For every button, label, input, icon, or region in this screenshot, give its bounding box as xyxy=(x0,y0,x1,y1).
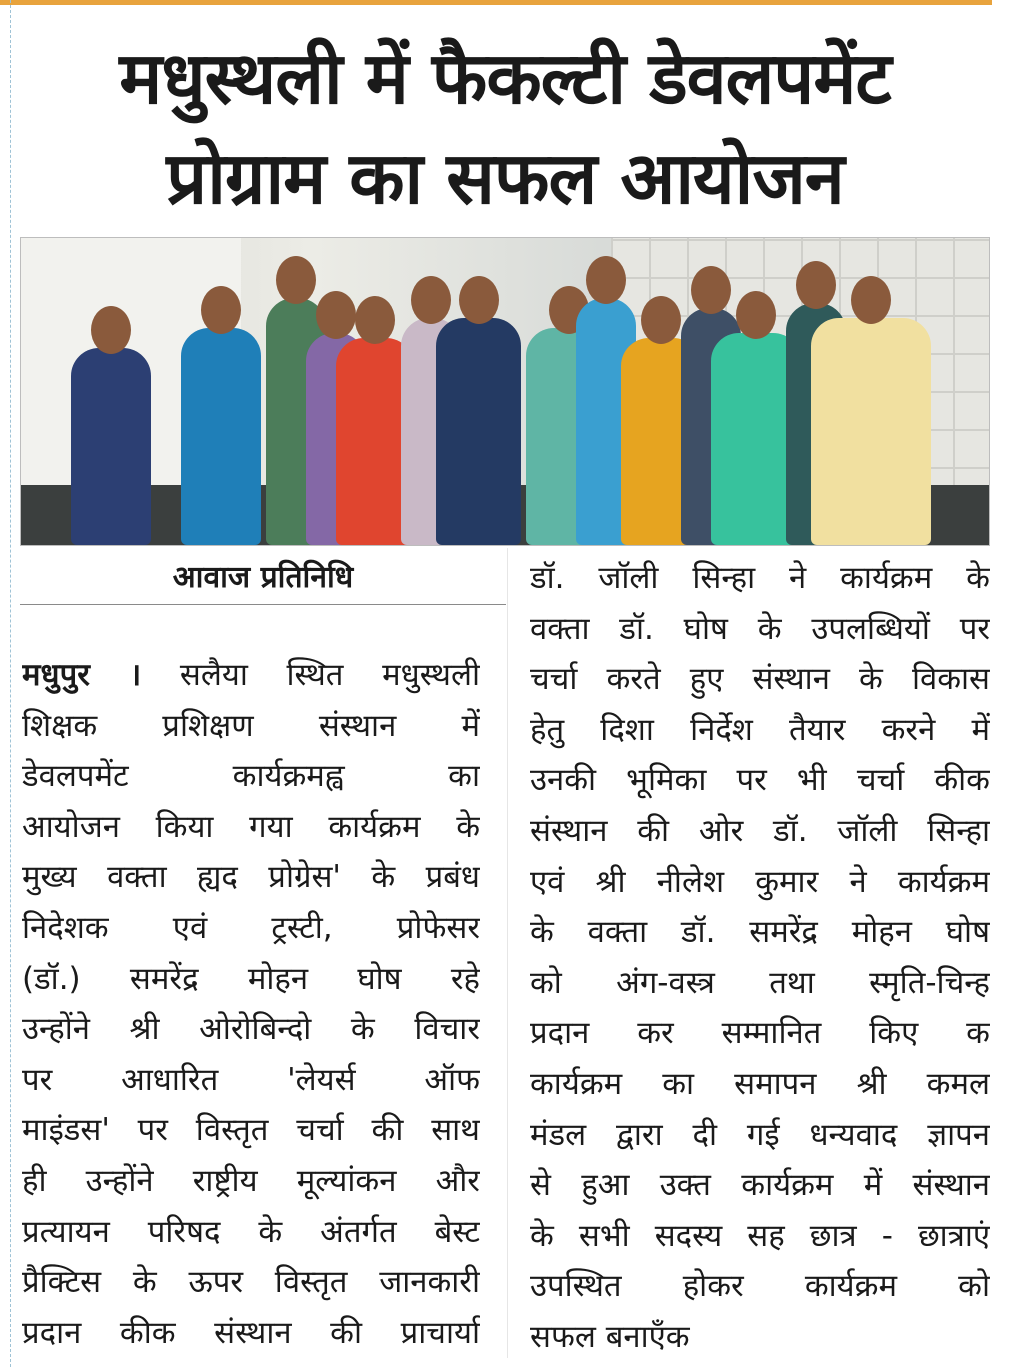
article-line: सफल बनाएँक xyxy=(530,1318,690,1355)
article-line: के सभी सदस्य सह छात्र - छात्राएं xyxy=(530,1217,990,1254)
article-line: संस्थान की ओर डॉ. जॉली सिन्हा xyxy=(530,812,990,849)
article-line: एवं श्री नीलेश कुमार ने कार्यक्रम xyxy=(530,863,990,900)
headline xyxy=(20,28,990,228)
article-line: चर्चा करते हुए संस्थान के विकास xyxy=(530,661,990,698)
article-line: मुख्य वक्ता ह्यद प्रोग्रेस' के प्रबंध xyxy=(22,859,480,896)
article-line: प्रदान कीक संस्थान की प्राचार्या xyxy=(22,1314,480,1351)
article-line: निदेशक एवं ट्रस्टी, प्रोफेसर xyxy=(22,909,480,946)
byline-divider xyxy=(20,604,506,605)
article-line: मधुपुर । सलैया स्थित मधुस्थली xyxy=(22,657,480,693)
article-line: प्रत्यायन परिषद के अंतर्गत बेस्ट xyxy=(22,1213,480,1250)
person xyxy=(436,318,521,545)
headline-line-1: मधुस्थली में फैकल्टी डेवलपमेंट xyxy=(119,36,891,120)
article-line: प्रदान कर सम्मानित किए क xyxy=(530,1015,990,1052)
article-line: डेवलपमेंट कार्यक्रमह्व का xyxy=(22,758,480,795)
article-line: उनकी भूमिका पर भी चर्चा कीक xyxy=(530,762,990,799)
article-line: (डॉ.) समरेंद्र मोहन घोष रहे xyxy=(22,960,480,997)
article-line: पर आधारित 'लेयर्स ऑफ xyxy=(22,1061,480,1098)
byline: आवाज प्रतिनिधि xyxy=(172,560,354,595)
article-line: वक्ता डॉ. घोष के उपलब्धियों पर xyxy=(530,610,990,647)
article-line: डॉ. जॉली सिन्हा ने कार्यक्रम के xyxy=(530,560,990,596)
article-line: मंडल द्वारा दी गई धन्यवाद ज्ञापन xyxy=(530,1116,990,1153)
headline-line-2: प्रोग्राम का सफल आयोजन xyxy=(166,136,844,220)
article-line: हेतु दिशा निर्देश तैयार करने में xyxy=(530,711,990,748)
article-body-left-column xyxy=(22,650,480,1358)
person xyxy=(181,328,261,545)
article-line: प्रैक्टिस के ऊपर विस्तृत जानकारी xyxy=(22,1264,480,1301)
article-body-right-column xyxy=(530,553,990,1363)
group-photo xyxy=(20,237,990,546)
article-line: से हुआ उक्त कार्यक्रम में संस्थान xyxy=(530,1167,990,1204)
article-line: उन्होंने श्री ओरोबिन्दो के विचार xyxy=(22,1011,480,1048)
article-line: को अंग-वस्त्र तथा स्मृति-चिन्ह xyxy=(530,964,990,1001)
column-divider xyxy=(507,548,508,1358)
article-line: उपस्थित होकर कार्यक्रम को xyxy=(530,1268,990,1305)
article-line: के वक्ता डॉ. समरेंद्र मोहन घोष xyxy=(530,914,990,951)
top-accent-rule xyxy=(0,0,992,5)
article-line: शिक्षक प्रशिक्षण संस्थान में xyxy=(22,707,480,744)
page-margin-guide xyxy=(10,0,11,1367)
article-line: आयोजन किया गया कार्यक्रम के xyxy=(22,808,480,845)
person xyxy=(811,318,931,545)
article-line: माइंडस' पर विस्तृत चर्चा की साथ xyxy=(22,1112,480,1149)
article-line: कार्यक्रम का समापन श्री कमल xyxy=(530,1065,990,1102)
person xyxy=(71,348,151,545)
article-line: ही उन्होंने राष्ट्रीय मूल्यांकन और xyxy=(22,1162,480,1199)
dateline: मधुपुर । xyxy=(22,657,142,693)
